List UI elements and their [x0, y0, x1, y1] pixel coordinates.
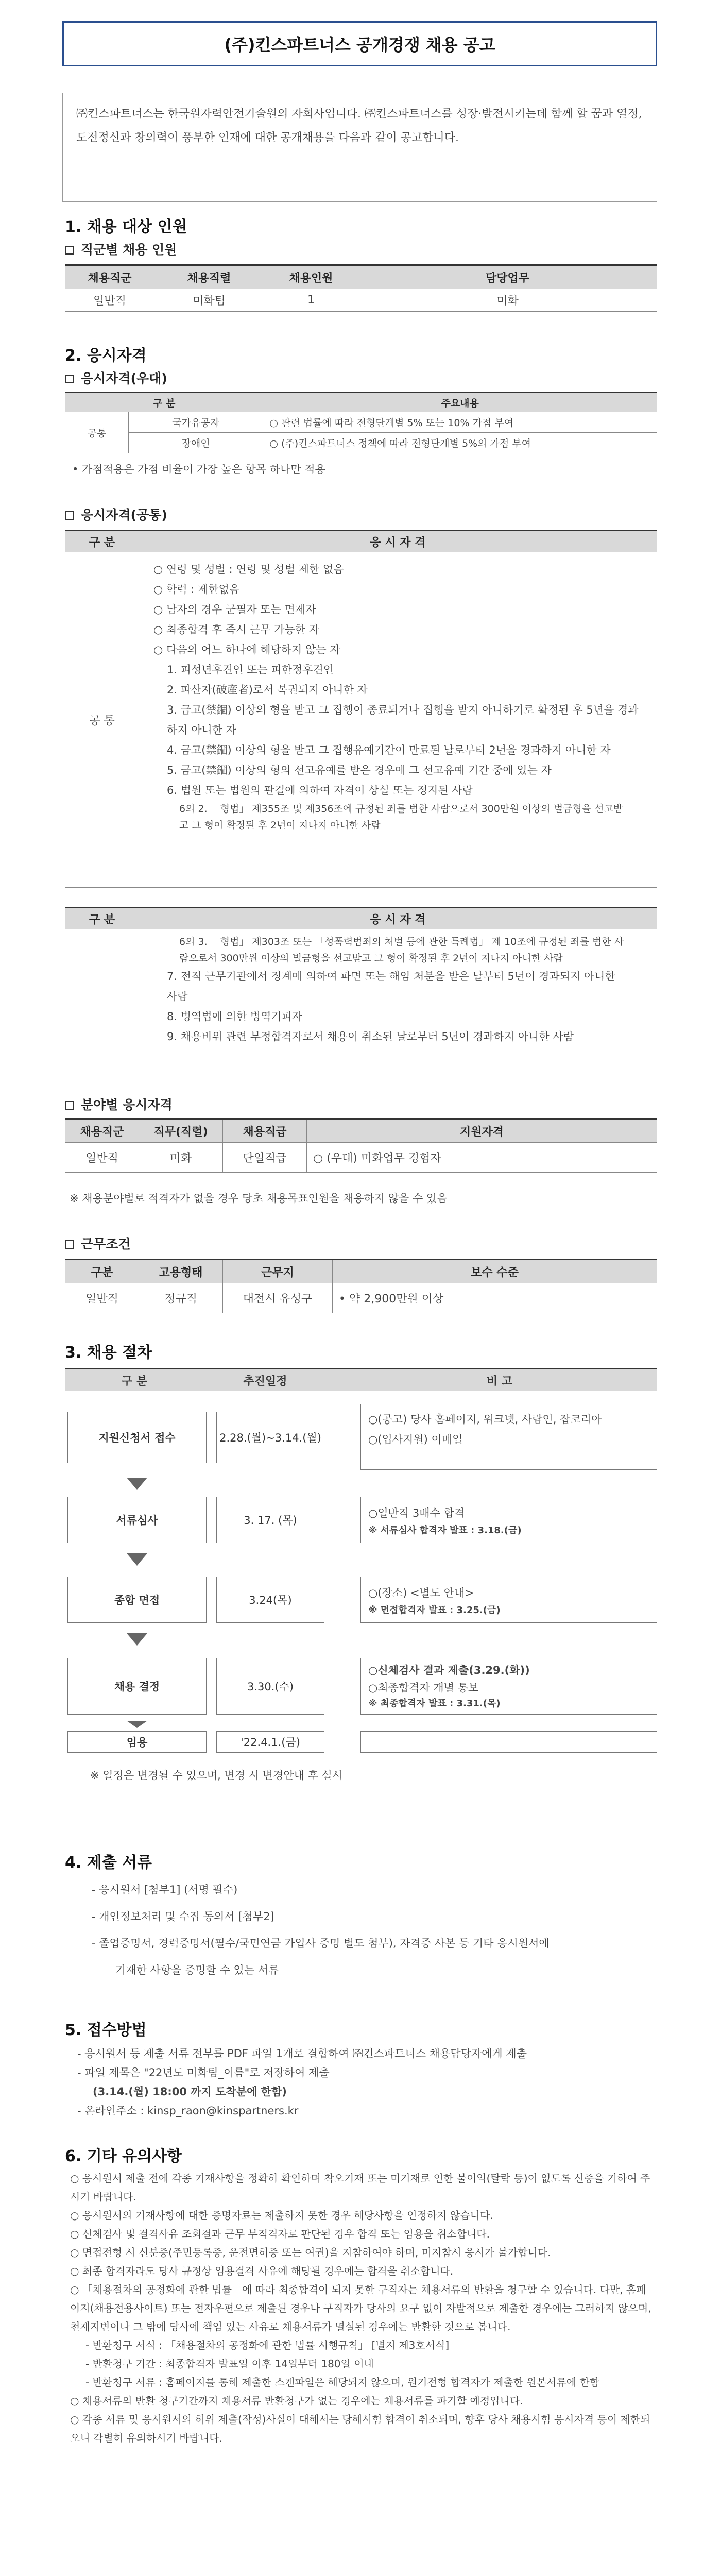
notes-list	[70, 2169, 652, 2447]
section-2-heading: 2. 응시자격	[65, 347, 147, 365]
th-grade: 채용직급	[223, 1119, 307, 1143]
th-employment-type: 고용형태	[139, 1260, 223, 1283]
common-line: 7. 전직 근무기관에서 징계에 의하여 파면 또는 해임 처분을 받은 날부터 5년이 경과되지 아니한 사람	[167, 970, 615, 1003]
step-interview: 종합 면접	[67, 1577, 207, 1623]
step-date: 3.30.(수)	[216, 1658, 324, 1715]
step-remarks	[360, 1404, 657, 1470]
conditions-table	[65, 1259, 657, 1313]
table-cell: 일반직	[65, 289, 154, 312]
step-note: ○일반직 3배수 합격	[368, 1507, 465, 1519]
step-document-review: 서류심사	[67, 1497, 207, 1543]
note-item: - 반환청구 서식 : 「채용절차의 공정화에 관한 법률 시행규칙」 [별지 제3호서식]	[85, 2339, 450, 2351]
s1-sub-label: 직군별 채용 인원	[81, 242, 177, 257]
common-group-blank	[65, 929, 139, 1082]
th-workplace: 근무지	[223, 1260, 333, 1283]
note-item: - 반환청구 서류 : 홈페이지를 통해 제출한 스캔파일은 해당되지 않으며, 원기전형 합격자가 제출한 원본서류에 한함	[85, 2376, 600, 2388]
note-item: - 반환청구 기간 : 최종합격자 발표일 이후 14일부터 180일 이내	[85, 2358, 374, 2370]
note-item: ○ 각종 서류 및 응시원서의 허위 제출(작성)사실이 대해서는 당해시험 합격이 취소되며, 향후 당사 채용시험 응시자격 등이 제한되오니 각별히 유의하시기 바랍니다.	[70, 2413, 650, 2444]
th-job-series: 채용직렬	[154, 265, 264, 289]
pref-desc: ○ 관련 법률에 따라 전형단계별 5% 또는 10% 가점 부여	[263, 412, 657, 433]
common-line: 4. 금고(禁錮) 이상의 형을 받고 그 집행유예기간이 만료된 날로부터 2년을 경과하지 아니한 자	[167, 744, 611, 756]
common-qual-table-2	[65, 907, 657, 1082]
s2-sub1	[65, 368, 167, 387]
step-date: 2.28.(월)~3.14.(월)	[216, 1412, 324, 1463]
th-category: 구 분	[65, 531, 139, 552]
table-cell: 대전시 유성구	[223, 1283, 333, 1313]
th-step: 구 분	[121, 1375, 148, 1388]
down-arrow-icon	[127, 1478, 147, 1490]
th-headcount: 채용인원	[264, 265, 358, 289]
note-item: ○ 최종 합격자라도 당사 규정상 임용결격 사유에 해당될 경우에는 합격을 취소합니다.	[70, 2265, 454, 2277]
step-sub-note: ※ 서류심사 합격자 발표 : 3.18.(금)	[368, 1525, 522, 1536]
common-qual-cell	[139, 929, 657, 1082]
common-line: ○ 연령 및 성별 : 연령 및 성별 제한 없음	[153, 563, 344, 575]
note-item: ○ 면접전형 시 신분증(주민등록증, 운전면허증 또는 여권)을 지참하여야 하며, 미지참시 응시가 불가합니다.	[70, 2246, 551, 2259]
pref-desc: ○ (주)킨스파트너스 정책에 따라 전형단계별 5%의 가점 부여	[263, 433, 657, 453]
th-remarks: 비 고	[486, 1375, 513, 1388]
square-bullet-icon	[65, 375, 74, 383]
step-date: '22.4.1.(금)	[216, 1731, 324, 1753]
schedule-note: ※ 일정은 변경될 수 있으며, 변경 시 변경안내 후 실시	[90, 1769, 343, 1782]
common-line: 1. 피성년후견인 또는 피한정후견인	[167, 664, 334, 676]
s2-sub1-label: 응시자격(우대)	[81, 371, 167, 386]
section-1-heading: 1. 채용 대상 인원	[65, 218, 187, 236]
recruit-table	[65, 264, 657, 312]
th-qualification: 응 시 자 격	[139, 531, 657, 552]
s2-sub2	[65, 505, 167, 523]
common-line: 2. 파산자(破産者)로서 복권되지 아니한 자	[167, 684, 368, 696]
down-arrow-icon	[127, 1721, 147, 1728]
s2-sub2-label: 응시자격(공통)	[81, 507, 167, 522]
section-6-heading: 6. 기타 유의사항	[65, 2147, 182, 2165]
step-sub-note: ※ 면접합격자 발표 : 3.25.(금)	[368, 1605, 501, 1616]
common-qual-cell	[139, 552, 657, 888]
s2-sub4-label: 근무조건	[81, 1236, 131, 1251]
down-arrow-icon	[127, 1553, 147, 1566]
th-category: 구 분	[65, 908, 139, 929]
step-remarks	[360, 1497, 657, 1543]
th-main-content: 주요내용	[263, 393, 657, 412]
step-application: 지원신청서 접수	[67, 1412, 207, 1463]
submit-item: - 온라인주소 : kinsp_raon@kinspartners.kr	[77, 2105, 299, 2117]
table-cell: 일반직	[65, 1283, 139, 1313]
table-cell: 단일직급	[223, 1143, 307, 1173]
table-cell: 정규직	[139, 1283, 223, 1313]
s2-sub4	[65, 1234, 131, 1252]
th-duty: 담당업무	[358, 265, 657, 289]
step-appointment: 임용	[67, 1731, 207, 1753]
note-item: ○ 응시원서의 기재사항에 대한 증명자료는 제출하지 못한 경우 해당사항을 인정하지 않습니다.	[70, 2209, 493, 2222]
th-salary: 보수 수준	[333, 1260, 657, 1283]
doc-item: - 졸업증명서, 경력증명서(필수/국민연금 가입사 증명 별도 첨부), 자격증 사본 등 기타 응시원서에	[92, 1937, 550, 1950]
common-line: ○ 다음의 어느 하나에 해당하지 않는 자	[153, 643, 340, 656]
th-job-group: 채용직군	[65, 265, 154, 289]
submit-item: (3.14.(월) 18:00 까지 도착분에 한함)	[93, 2086, 287, 2098]
common-line: 8. 병역법에 의한 병역기피자	[167, 1010, 303, 1023]
common-line: 6의 3. 「형법」 제303조 또는 「성폭력범죄의 처벌 등에 관한 특례법」 제 10조에 규정된 죄를 범한 사람으로서 300만원 이상의 벌금형을 선고받고 그 형이 확정된 후 2년이 지나지 아니한 사람	[179, 936, 624, 964]
table-cell: • 약 2,900만원 이상	[333, 1283, 657, 1313]
common-line: 5. 금고(禁錮) 이상의 형의 선고유예를 받은 경우에 그 선고유예 기간 중에 있는 자	[167, 764, 552, 776]
doc-item: - 개인정보처리 및 수집 동의서 [첨부2]	[92, 1910, 274, 1923]
note-item: ○ 신체검사 및 결격사유 조회결과 근무 부적격자로 판단된 경우 합격 또는 임용을 취소합니다.	[70, 2228, 490, 2240]
table-cell: 미화팀	[154, 289, 264, 312]
table-cell: 일반직	[65, 1143, 139, 1173]
down-arrow-icon	[127, 1633, 147, 1646]
pref-note: • 가점적용은 가점 비율이 가장 높은 항목 하나만 적용	[72, 463, 325, 476]
note-item: ○ 채용서류의 반환 청구기간까지 채용서류 반환청구가 없는 경우에는 채용서류를 파기할 예정입니다.	[70, 2395, 523, 2407]
s1-subheading	[65, 240, 177, 258]
page-title: (주)킨스파트너스 공개경쟁 채용 공고	[62, 21, 657, 66]
common-line: ○ 최종합격 후 즉시 근무 가능한 자	[153, 623, 320, 636]
pref-group: 공통	[65, 412, 129, 453]
th-job-group: 채용직군	[65, 1119, 139, 1143]
common-line: 6. 법원 또는 법원의 판결에 의하여 자격이 상실 또는 정지된 사람	[167, 784, 473, 796]
step-note: ○신체검사 결과 제출(3.29.(화))	[368, 1664, 530, 1676]
submit-item: - 파일 제목은 "22년도 미화팀_이름"로 저장하여 제출	[77, 2066, 330, 2079]
step-sub-note: ※ 최종합격자 발표 : 3.31.(목)	[368, 1698, 501, 1709]
th-duty-series: 직무(직렬)	[139, 1119, 223, 1143]
square-bullet-icon	[65, 1101, 74, 1110]
th-schedule: 추진일정	[243, 1375, 287, 1388]
th-category: 구 분	[65, 393, 263, 412]
step-date: 3. 17. (목)	[216, 1497, 324, 1543]
table-cell: 미화	[358, 289, 657, 312]
preference-table	[65, 392, 657, 453]
step-note: ○(공고) 당사 홈페이지, 워크넷, 사람인, 잡코리아	[368, 1413, 602, 1426]
step-note: ○(장소) <별도 안내>	[368, 1587, 474, 1599]
section-4-heading: 4. 제출 서류	[65, 1854, 152, 1872]
common-line: ○ 남자의 경우 군필자 또는 면제자	[153, 603, 316, 616]
documents-list	[92, 1876, 658, 1984]
pref-type: 장애인	[129, 433, 263, 453]
field-note: ※ 채용분야별로 적격자가 없을 경우 당초 채용목표인원을 채용하지 않을 수 있음	[70, 1192, 448, 1205]
pref-type: 국가유공자	[129, 412, 263, 433]
note-item: ○ 응시원서 제출 전에 각종 기재사항을 정확히 확인하며 착오기재 또는 미기재로 인한 불이익(탈락 등)이 없도록 신중을 기하여 주시기 바랍니다.	[70, 2172, 650, 2203]
common-group: 공 통	[65, 552, 139, 888]
common-qual-table-1	[65, 530, 657, 888]
table-cell: 1	[264, 289, 358, 312]
step-note: ○(입사지원) 이메일	[368, 1433, 463, 1446]
step-note: ○최종합격자 개별 통보	[368, 1682, 479, 1694]
step-remarks	[360, 1731, 657, 1753]
square-bullet-icon	[65, 511, 74, 520]
common-line: 3. 금고(禁錮) 이상의 형을 받고 그 집행이 종료되거나 집행을 받지 아니하기로 확정된 후 5년을 경과하지 아니한 자	[167, 704, 639, 736]
submit-item: - 응시원서 등 제출 서류 전부를 PDF 파일 1개로 결합하여 ㈜킨스파트너스 채용담당자에게 제출	[77, 2047, 527, 2060]
th-qualification: 응 시 자 격	[139, 908, 657, 929]
field-qual-table	[65, 1118, 657, 1173]
square-bullet-icon	[65, 246, 74, 255]
note-item: ○ 「채용절차의 공정화에 관한 법률」에 따라 최종합격이 되지 못한 구직자는 채용서류의 반환을 청구할 수 있습니다. 다만, 홈페이지(채용전용사이트) 또는 전자우편으로 제출된 경우나 구직자가 당사의 요구 없이 자발적으로 제출한 경우에는 그러하지 않으며, 천재지변이나 그 밖에 당사에 책임 있는 사유로 채용서류가 멸실된 경우에는 반환한 것으로 봅니다.	[70, 2283, 651, 2333]
common-line: 6의 2. 「형법」 제355조 및 제356조에 규정된 죄를 범한 사람으로서 300만원 이상의 벌금형을 선고받고 그 형이 확정된 후 2년이 지나지 아니한 사람	[179, 803, 623, 831]
section-3-heading: 3. 채용 절차	[65, 1344, 152, 1362]
table-cell: 미화	[139, 1143, 223, 1173]
section-5-heading: 5. 접수방법	[65, 2021, 147, 2039]
s2-sub3-label: 분야별 응시자격	[81, 1097, 173, 1112]
intro-text: ㈜킨스파트너스는 한국원자력안전기술원의 자회사입니다. ㈜킨스파트너스를 성장·발전시키는데 함께 할 꿈과 열정,도전정신과 창의력이 풍부한 인재에 대한 공개채용을 다음과 같이 공고합니다.	[62, 93, 657, 202]
square-bullet-icon	[65, 1240, 74, 1249]
submission-list	[77, 2044, 654, 2121]
step-remarks	[360, 1577, 657, 1623]
common-line: ○ 학력 : 제한없음	[153, 583, 240, 596]
common-line: 9. 채용비위 관련 부정합격자로서 채용이 취소된 날로부터 5년이 경과하지 아니한 사람	[167, 1030, 574, 1043]
s2-sub3	[65, 1095, 173, 1113]
step-remarks	[360, 1658, 657, 1715]
doc-item: - 응시원서 [첨부1] (서명 필수)	[92, 1884, 238, 1896]
step-date: 3.24(목)	[216, 1577, 324, 1623]
th-support-qual: 지원자격	[307, 1119, 657, 1143]
doc-item: 기재한 사항을 증명할 수 있는 서류	[115, 1964, 279, 1976]
th-category: 구분	[65, 1260, 139, 1283]
table-cell: ○ (우대) 미화업무 경험자	[307, 1143, 657, 1173]
step-decision: 채용 결정	[67, 1658, 207, 1715]
